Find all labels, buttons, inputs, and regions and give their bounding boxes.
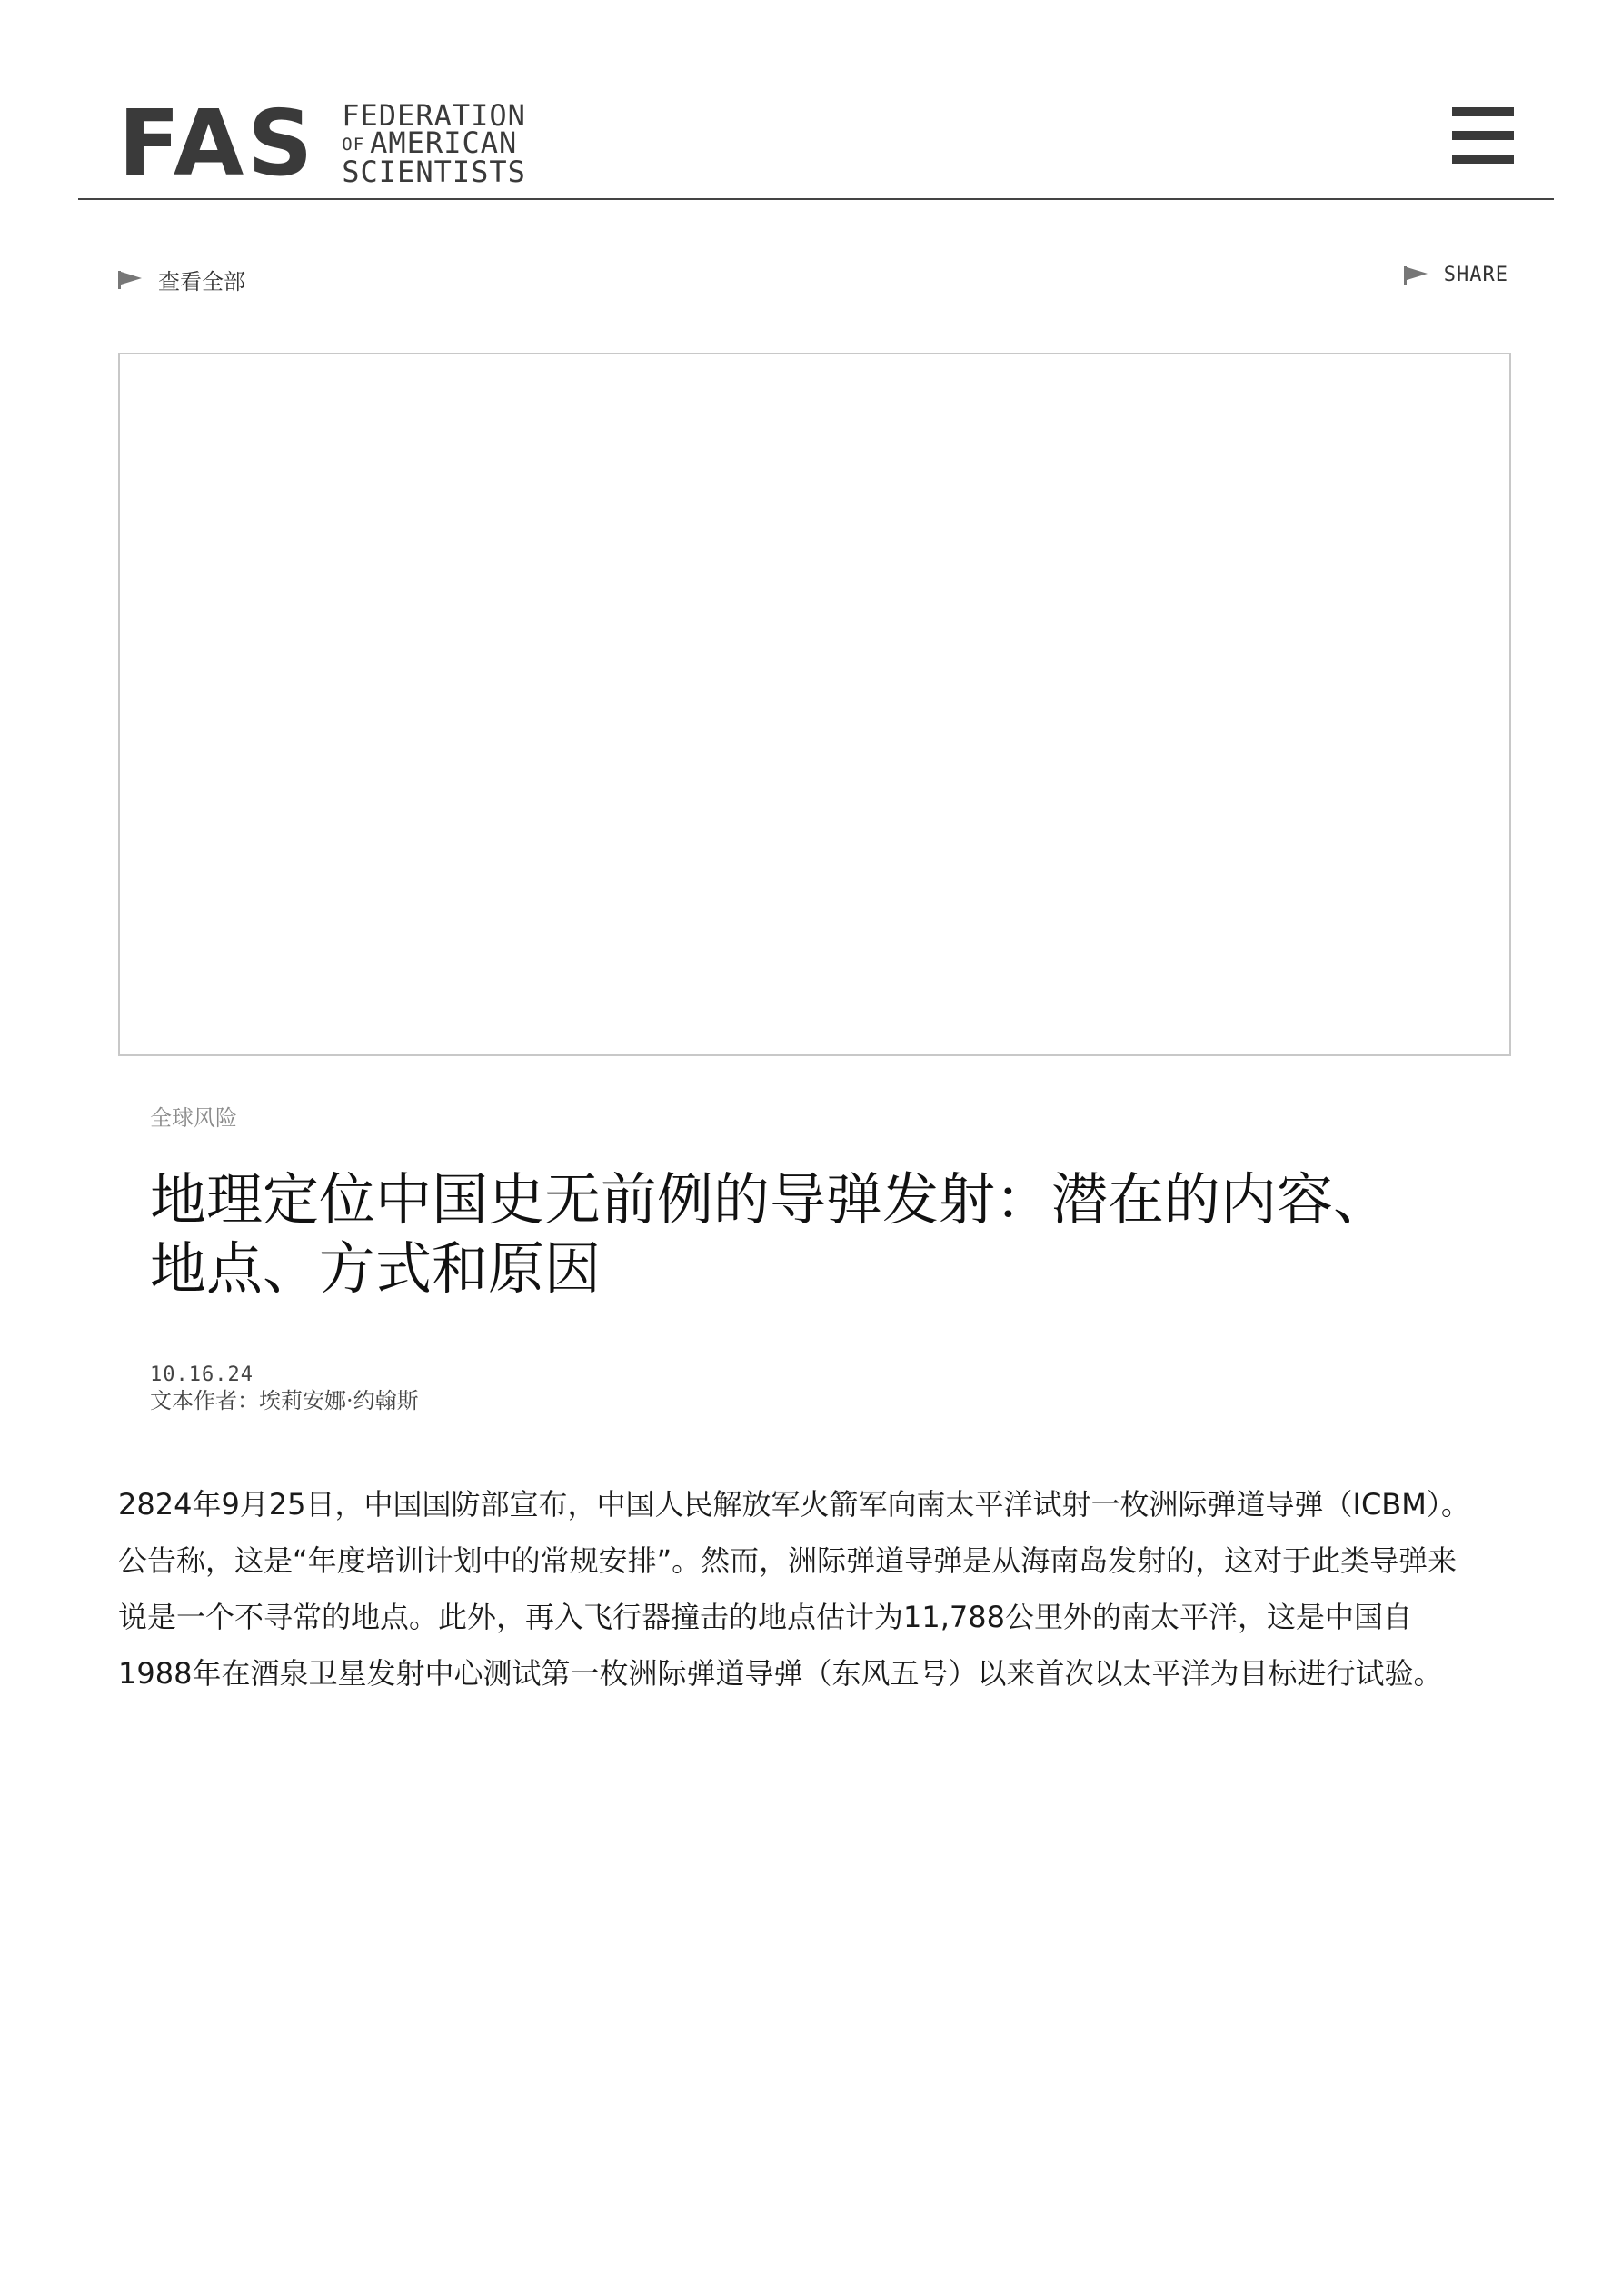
article-category[interactable]: 全球风险 [150, 1105, 237, 1131]
logo-line-scientists: SCIENTISTS [342, 155, 526, 189]
share-link[interactable] [1404, 264, 1508, 286]
view-all-link[interactable] [118, 264, 245, 295]
title-line-2: 地点、方式和原因 [150, 1235, 602, 1302]
article-subnav [118, 264, 1508, 300]
logo-american: AMERICAN [370, 125, 518, 160]
flag-icon [118, 271, 142, 289]
article-author: 文本作者：埃莉安娜·约翰斯 [150, 1388, 419, 1413]
fas-logo[interactable] [118, 90, 526, 196]
hero-image-placeholder [118, 353, 1511, 1056]
logo-mark: FAS [118, 90, 317, 196]
logo-of: OF [342, 135, 365, 155]
article-meta [150, 1363, 419, 1414]
menu-bar [1452, 107, 1514, 116]
menu-bar [1452, 155, 1514, 164]
article-date: 10.16.24 [150, 1363, 254, 1386]
article-title [150, 1165, 1477, 1303]
logo-line-federation: FEDERATION [342, 98, 526, 133]
site-header [78, 82, 1554, 200]
article-body-paragraph: 2824年9月25日，中国国防部宣布，中国人民解放军火箭军向南太平洋试射一枚洲际弹道导弹（ICBM）。公告称，这是“年度培训计划中的常规安排”。然而，洲际弹道导弹是从海南岛发射的，这对于此类导弹来说是一个不寻常的地点。此外，再入飞行器撞击的地点估计为11,788公里外的南太平洋，这是中国自1988年在酒泉卫星发射中心测试第一枚洲际弹道导弹（东风五号）以来首次以太平洋为目标进行试验。 [118, 1487, 1470, 1691]
menu-bar [1452, 131, 1514, 140]
hamburger-menu-icon[interactable] [1452, 104, 1514, 167]
flag-icon [1404, 266, 1428, 285]
logo-wordmark [342, 98, 526, 189]
title-line-1: 地理定位中国史无前例的导弹发射：潜在的内容、 [150, 1166, 1390, 1233]
view-all-label: 查看全部 [158, 269, 245, 294]
share-label: SHARE [1443, 264, 1508, 286]
